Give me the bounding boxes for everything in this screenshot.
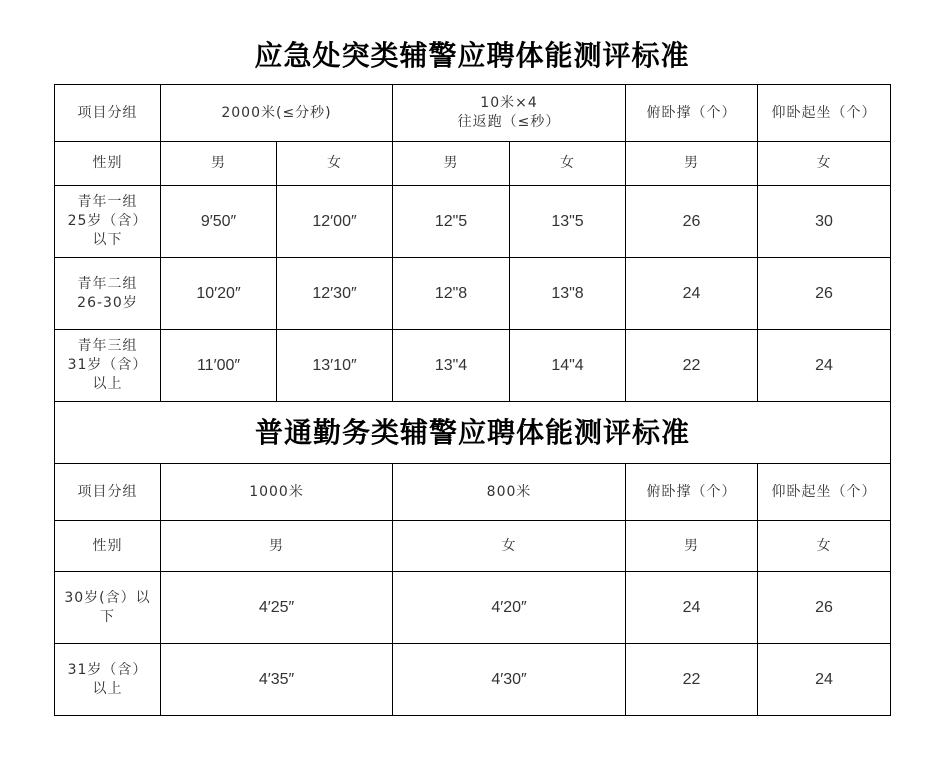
table-row — [55, 258, 891, 330]
gender-cell: 男 — [161, 521, 393, 572]
fitness-standards-table — [54, 84, 891, 716]
table-row — [55, 186, 891, 258]
gender-cell: 男 — [626, 142, 758, 186]
table-row — [55, 330, 891, 402]
situp-header: 仰卧起坐（个） — [758, 85, 891, 142]
general-header-row — [55, 464, 891, 521]
gender-cell: 男 — [393, 142, 510, 186]
value-cell: 26 — [758, 572, 891, 644]
age-group-cell: 青年一组 25岁（含） 以下 — [55, 186, 161, 258]
table-row — [55, 644, 891, 716]
value-cell: 4′35″ — [161, 644, 393, 716]
general-title-row — [55, 402, 891, 464]
gender-cell: 女 — [277, 142, 393, 186]
run-1000m-header: 1000米 — [161, 464, 393, 521]
value-cell: 30 — [758, 186, 891, 258]
pushup-header: 俯卧撑（个） — [626, 85, 758, 142]
pushup-header: 俯卧撑（个） — [626, 464, 758, 521]
value-cell: 4′25″ — [161, 572, 393, 644]
run-2000m-header: 2000米(≤分秒) — [161, 85, 393, 142]
age-group-cell: 31岁（含） 以上 — [55, 644, 161, 716]
table-row — [55, 572, 891, 644]
value-cell: 12′00″ — [277, 186, 393, 258]
value-cell: 26 — [758, 258, 891, 330]
general-gender-row — [55, 521, 891, 572]
age-group-cell: 青年二组 26-30岁 — [55, 258, 161, 330]
value-cell: 24 — [758, 644, 891, 716]
value-cell: 24 — [626, 258, 758, 330]
value-cell: 12"5 — [393, 186, 510, 258]
gender-cell: 男 — [161, 142, 277, 186]
value-cell: 4′30″ — [393, 644, 626, 716]
value-cell: 12"8 — [393, 258, 510, 330]
gender-cell: 女 — [510, 142, 626, 186]
general-standards-title: 普通勤务类辅警应聘体能测评标准 — [55, 402, 891, 464]
value-cell: 13"5 — [510, 186, 626, 258]
value-cell: 11′00″ — [161, 330, 277, 402]
gender-cell: 女 — [758, 521, 891, 572]
value-cell: 4′20″ — [393, 572, 626, 644]
age-group-cell: 青年三组 31岁（含） 以上 — [55, 330, 161, 402]
emergency-standards-title: 应急处突类辅警应聘体能测评标准 — [254, 39, 690, 72]
situp-header: 仰卧起坐（个） — [758, 464, 891, 521]
value-cell: 13"4 — [393, 330, 510, 402]
value-cell: 14"4 — [510, 330, 626, 402]
gender-label: 性别 — [55, 142, 161, 186]
value-cell: 13"8 — [510, 258, 626, 330]
value-cell: 12′30″ — [277, 258, 393, 330]
gender-cell: 女 — [393, 521, 626, 572]
gender-cell: 男 — [626, 521, 758, 572]
emergency-gender-row — [55, 142, 891, 186]
value-cell: 24 — [626, 572, 758, 644]
value-cell: 13′10″ — [277, 330, 393, 402]
group-label-header: 项目分组 — [55, 85, 161, 142]
value-cell: 22 — [626, 330, 758, 402]
gender-cell: 女 — [758, 142, 891, 186]
group-label-header: 项目分组 — [55, 464, 161, 521]
value-cell: 26 — [626, 186, 758, 258]
age-group-cell: 30岁(含）以 下 — [55, 572, 161, 644]
run-800m-header: 800米 — [393, 464, 626, 521]
gender-label: 性别 — [55, 521, 161, 572]
value-cell: 10′20″ — [161, 258, 277, 330]
value-cell: 9′50″ — [161, 186, 277, 258]
emergency-header-row — [55, 85, 891, 142]
value-cell: 24 — [758, 330, 891, 402]
shuttle-run-header: 10米×4 往返跑（≤秒） — [393, 85, 626, 142]
value-cell: 22 — [626, 644, 758, 716]
